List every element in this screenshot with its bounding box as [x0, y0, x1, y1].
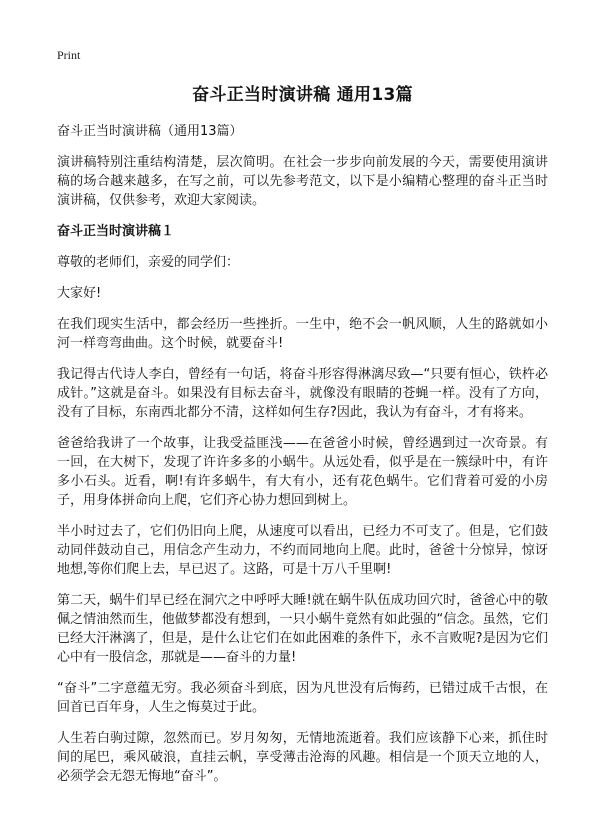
body-paragraph: “奋斗”二字意蕴无穷。我必须奋斗到底，因为凡世没有后悔药，已错过成千古恨，在回首已百年身，人生之悔莫过于此。	[57, 681, 548, 715]
document-title: 奋斗正当时演讲稿 通用13篇	[192, 85, 413, 105]
body-paragraph: 半小时过去了，它们仍旧向上爬，从速度可以看出，已经力不可支了。但是，它们鼓动同伴鼓动自己，用信念产生动力，不约而同地向上爬。此时，爸爸十分惊异，惊讶地想,等你们爬上去，早已迟了。这路，可是十万八千里啊!	[57, 524, 548, 577]
body-paragraph: 我记得古代诗人李白，曾经有一句话，将奋斗形容得淋漓尽致—“只要有恒心，铁杵必成针。”这就是奋斗。如果没有目标去奋斗，就像没有眼睛的苍蝇一样。没有了方向，没有了目标，东南西北都分不清，这样如何生存?因此，我认为有奋斗，才有将来。	[57, 367, 548, 420]
section-heading: 奋斗正当时演讲稿１	[57, 224, 175, 239]
body-paragraph: 爸爸给我讲了一个故事，让我受益匪浅——在爸爸小时候，曾经遇到过一次奇景。有一回，在大树下，发现了许许多多的小蜗牛。从远处看，似乎是在一簇绿叶中，有许多小石头。近看，啊!有许多蜗牛，有大有小，还有花色蜗牛。它们背着可爱的小房子，用身体拼命向上爬，它们齐心协力想回到树上。	[57, 436, 548, 508]
body-paragraph: 在我们现实生活中，都会经历一些挫折。一生中，绝不会一帆风顺，人生的路就如小河一样弯弯曲曲。这个时候，就要奋斗!	[57, 317, 548, 351]
salutation-line: 大家好!	[57, 286, 102, 301]
print-link[interactable]: Print	[57, 48, 81, 62]
document-subtitle: 奋斗正当时演讲稿（通用13篇）	[57, 124, 243, 139]
body-paragraph: 人生若白驹过隙，忽然而已。岁月匆匆，无情地流逝着。我们应该静下心来，抓住时间的尾巴，乘风破浪，直挂云帆，享受薄击沧海的风趣。相信是一个顶天立地的人，必须学会无怨无悔地“奋斗”。	[57, 731, 548, 784]
intro-paragraph: 演讲稿特别注重结构清楚，层次简明。在社会一步步向前发展的今天，需要使用演讲稿的场合越来越多，在写之前，可以先参考范文，以下是小编精心整理的奋斗正当时演讲稿，仅供参考，欢迎大家阅读。	[57, 155, 548, 208]
greeting-line: 尊敬的老师们，亲爱的同学们：	[57, 255, 240, 270]
body-paragraph: 第二天，蜗牛们早已经在洞穴之中呼呼大睡!就在蜗牛队伍成功回穴时，爸爸心中的敬佩之情油然而生，他做梦都没有想到，一只小蜗牛竟然有如此强的“信念。虽然，它们已经大汗淋漓了，但是，是什么让它们在如此困难的条件下，永不言败呢?是因为它们心中有一股信念，那就是——奋斗的力量!	[57, 593, 548, 665]
